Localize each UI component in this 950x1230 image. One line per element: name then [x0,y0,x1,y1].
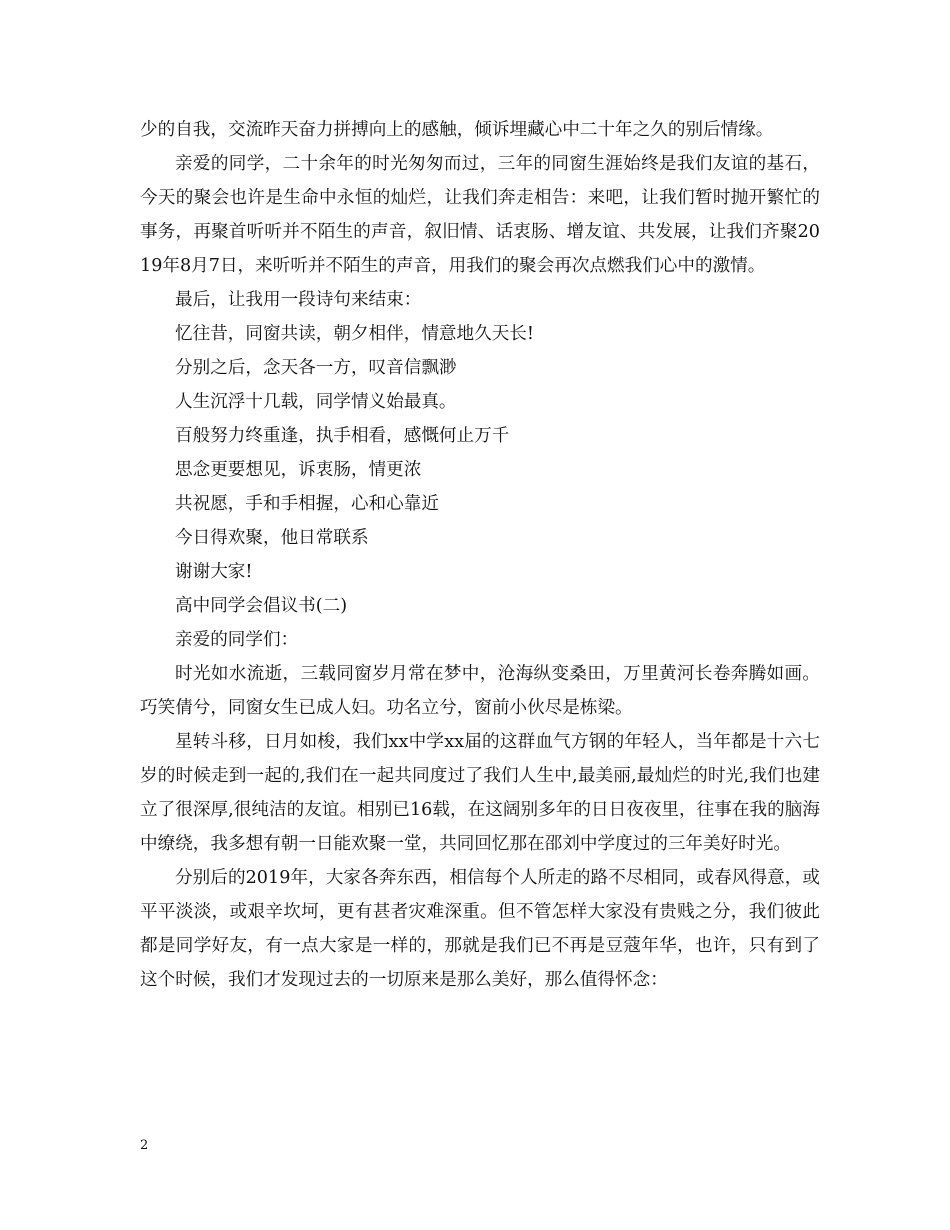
document-body [140,113,820,997]
poem-line: 分别之后，念天各一方，叹音信飘渺 [175,358,457,378]
poem-line: 思念更要想见，诉衷肠，情更浓 [175,460,422,480]
section-heading: 高中同学会倡议书(二) [175,596,348,616]
poem-line: 共祝愿，手和手相握，心和心靠近 [175,494,439,514]
paragraph: 少的自我，交流昨天奋力拼搏向上的感触，倾诉埋藏心中二十年之久的别后情缘。 [140,120,774,140]
paragraph: 分别后的2019年，大家各奔东西，相信每个人所走的路不尽相同，或春风得意，或平平淡淡，或艰辛坎坷，更有甚者灾难深重。但不管怎样大家没有贵贱之分，我们彼此都是同学好友，有一点大家是一样的，那就是我们已不再是豆蔻年华，也许，只有到了这个时候，我们才发现过去的一切原来是那么美好，那么值得怀念： [140,868,820,990]
paragraph: 时光如水流逝，三载同窗岁月常在梦中，沧海纵变桑田，万里黄河长卷奔腾如画。巧笑倩兮，同窗女生已成人妇。功名立兮，窗前小伙尽是栋梁。 [140,664,820,718]
paragraph: 最后，让我用一段诗句来结束： [175,290,422,310]
poem-line: 今日得欢聚，他日常联系 [175,528,369,548]
poem-line: 百般努力终重逢，执手相看，感慨何止万千 [175,426,510,446]
closing-line: 谢谢大家! [175,562,253,582]
paragraph: 星转斗移，日月如梭，我们xx中学xx届的这群血气方钢的年轻人，当年都是十六七岁的时候走到一起的,我们在一起共同度过了我们人生中,最美丽,最灿烂的时光,我们也建立了很深厚,很纯洁的友谊。相别已16载，在这阔别多年的日日夜夜里，往事在我的脑海中缭绕，我多想有朝一日能欢聚一堂，共同回忆那在邵刘中学度过的三年美好时光。 [140,732,820,854]
paragraph: 亲爱的同学，二十余年的时光匆匆而过，三年的同窗生涯始终是我们友谊的基石，今天的聚会也许是生命中永恒的灿烂，让我们奔走相告：来吧，让我们暂时抛开繁忙的事务，再聚首听听并不陌生的声音，叙旧情、话衷肠、增友谊、共发展，让我们齐聚2019年8月7日，来听听并不陌生的声音，用我们的聚会再次点燃我们心中的激情。 [140,154,820,276]
salutation: 亲爱的同学们： [175,630,299,650]
poem-line: 人生沉浮十几载，同学情义始最真。 [175,392,457,412]
poem-line: 忆往昔，同窗共读，朝夕相伴，情意地久天长! [175,324,534,344]
page-number: 2 [140,1138,149,1153]
